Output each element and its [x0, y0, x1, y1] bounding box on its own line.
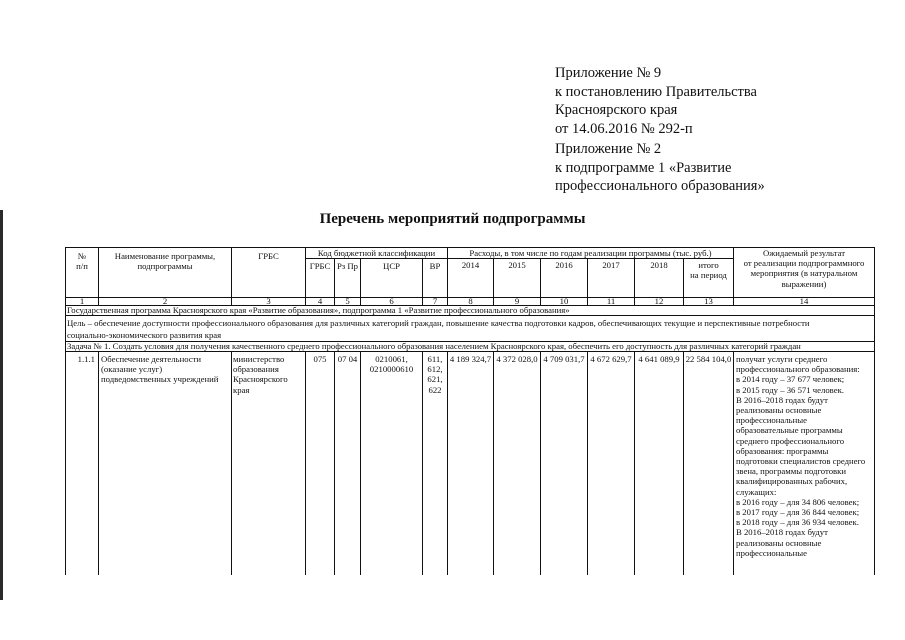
annex-sub-block: [555, 140, 765, 196]
header-num-line: №: [77, 251, 87, 261]
col-number: 11: [606, 296, 616, 306]
col-number: 4: [317, 296, 323, 306]
row-grbs-line: министерство: [233, 354, 285, 364]
annex-main-line: от 14.06.2016 № 292-п: [555, 120, 693, 137]
table-rule: [334, 351, 335, 575]
header-year-2015: 2015: [508, 260, 526, 270]
row-result-line: служащих:: [736, 486, 777, 497]
row-result-line: звена, программы подготовки: [736, 466, 847, 477]
annex-sub-line: профессионального образования»: [555, 178, 765, 194]
program-row: Государственная программа Красноярского края «Развитие образования», подпрограмма 1 «Развитие профессионального образования»: [67, 305, 570, 315]
table-rule: [874, 247, 875, 575]
table-rule: [231, 351, 232, 575]
table-rule: [447, 351, 448, 575]
row-result-line: в 2016 году – для 34 806 человек;: [736, 496, 860, 507]
annex-sub-line: Приложение № 2: [555, 141, 662, 157]
row-vr-line: 622: [428, 384, 442, 395]
annex-main-line: Красноярского края: [555, 102, 678, 118]
row-result: [736, 354, 874, 558]
table-rule: [634, 351, 635, 575]
row-2017: 4 672 629,7: [590, 354, 632, 364]
header-year-2017: 2017: [602, 260, 620, 270]
col-number: 13: [704, 296, 713, 306]
row-vr-line: 621,: [427, 374, 443, 385]
row-result-line: в 2014 году – 37 677 человек;: [736, 374, 845, 385]
table-rule: [683, 351, 684, 575]
col-number: 9: [514, 296, 520, 306]
task-row: Задача № 1. Создать условия для получения качественного среднего профессионального образования населением Красноярского края, обеспечить его доступность для различных категорий граждан: [67, 341, 801, 351]
row-vr: [423, 354, 447, 395]
row-result-line: в 2018 году – для 36 934 человек.: [736, 517, 859, 528]
row-result-line: образования: программы: [736, 445, 829, 456]
row-result-line: в 2017 году – для 36 844 человек;: [736, 507, 860, 518]
measures-table: [65, 247, 875, 575]
row-result-line: профессионального образования:: [736, 364, 860, 375]
row-result-line: квалифицированных рабочих,: [736, 476, 848, 487]
header-year-2016: 2016: [555, 260, 573, 270]
header-year-2018: 2018: [650, 260, 668, 270]
row-csr-line: 0210061,: [375, 354, 408, 364]
row-grbs-line: образования: [233, 364, 279, 375]
goal-row-line: Цель – обеспечение доступности профессионального образования для различных категорий граждан, повышение качества подготовки кадров, обеспечивающих текущие и перспективные потребности: [67, 318, 810, 328]
header-code-group: Код бюджетной классификации: [317, 248, 436, 258]
row-name-line: (оказание услуг): [101, 364, 163, 375]
col-number: 5: [345, 296, 350, 306]
header-total-line: на период: [690, 270, 727, 281]
header-name-line: Наименование программы,: [114, 251, 216, 261]
row-csr-line: 0210000610: [369, 364, 414, 375]
table-rule: [360, 351, 361, 575]
goal-row-line: социально-экономического развития края: [67, 330, 222, 340]
row-number: 1.1.1: [77, 354, 95, 364]
row-grbs-line: Красноярского: [233, 374, 288, 385]
row-name-line: Обеспечение деятельности: [101, 354, 202, 364]
row-result-line: среднего профессионального: [736, 435, 845, 446]
table-rule: [98, 351, 99, 575]
header-year-2014: 2014: [461, 260, 480, 270]
col-number: 12: [654, 296, 664, 306]
row-grbs: [233, 354, 288, 395]
header-code-vr: ВР: [429, 261, 441, 271]
row-result-line: реализованы основные: [736, 537, 822, 548]
col-number: 3: [266, 296, 271, 306]
row-csr: [361, 354, 422, 374]
col-number: 14: [799, 296, 809, 306]
row-result-line: в 2015 году – 36 571 человек.: [736, 384, 844, 395]
row-result-line: реализованы основные: [736, 405, 822, 416]
header-result-line: выражении): [781, 278, 827, 289]
row-2016: 4 709 031,7: [543, 354, 585, 364]
row-result-line: профессиональные: [736, 547, 807, 558]
header-code-grbs: ГРБС: [309, 261, 331, 271]
row-2015: 4 372 028,0: [496, 354, 538, 364]
row-vr-line: 611,: [427, 354, 443, 364]
row-result-line: В 2016–2018 годах будут: [736, 527, 828, 538]
row-result-line: подготовки специалистов среднего: [736, 456, 866, 467]
row-result-line: образовательные программы: [736, 425, 843, 436]
header-total-line: итого: [698, 260, 719, 270]
annex-main-block: [555, 64, 757, 138]
header-name-line: подпрограммы: [137, 261, 193, 272]
table-rule: [587, 351, 588, 575]
annex-main-line: Приложение № 9: [555, 65, 662, 81]
header-result-line: Ожидаемый результат: [762, 248, 846, 258]
header-name: [99, 251, 231, 271]
table-rule: [493, 351, 494, 575]
col-number: 6: [389, 296, 394, 306]
row-code-grbs: 075: [313, 354, 327, 364]
header-total: [684, 260, 733, 280]
col-number: 1: [79, 296, 85, 306]
header-num: [66, 251, 98, 271]
scan-page-edge: [0, 210, 3, 600]
col-number: 10: [559, 296, 569, 306]
col-number: 2: [162, 296, 168, 306]
row-grbs-line: края: [233, 384, 250, 395]
header-expenses-group: Расходы, в том числе по годам реализации программы (тыс. руб.): [469, 248, 712, 258]
header-result: [734, 248, 874, 289]
table-rule: [305, 351, 306, 575]
row-vr-line: 612,: [427, 364, 443, 375]
document-title: Перечень мероприятий подпрограммы: [319, 211, 586, 227]
table-rule: [733, 351, 734, 575]
header-grbs: ГРБС: [258, 251, 279, 261]
row-name-line: подведомственных учреждений: [101, 374, 219, 385]
row-result-line: профессиональные: [736, 415, 807, 426]
row-2014: 4 189 324,7: [449, 354, 492, 364]
row-2018: 4 641 089,9: [638, 354, 680, 364]
row-result-line: получат услуги среднего: [736, 354, 828, 364]
header-code-rzpr: Рз Пр: [336, 261, 359, 271]
header-num-line: п/п: [76, 261, 88, 272]
row-rzpr: 07 04: [337, 354, 358, 364]
row-result-line: В 2016–2018 годах будут: [736, 394, 828, 405]
header-result-line: мероприятия (в натуральном: [750, 268, 858, 279]
col-number: 7: [432, 296, 438, 306]
header-result-line: от реализации подпрограммного: [743, 258, 865, 269]
annex-sub-line: к подпрограмме 1 «Развитие: [555, 159, 732, 176]
row-name: [101, 354, 218, 385]
annex-main-line: к постановлению Правительства: [555, 83, 757, 100]
col-number: 8: [468, 296, 473, 306]
row-total: 22 584 104,0: [685, 354, 732, 364]
table-rule: [540, 351, 541, 575]
header-code-csr: ЦСР: [383, 261, 400, 271]
